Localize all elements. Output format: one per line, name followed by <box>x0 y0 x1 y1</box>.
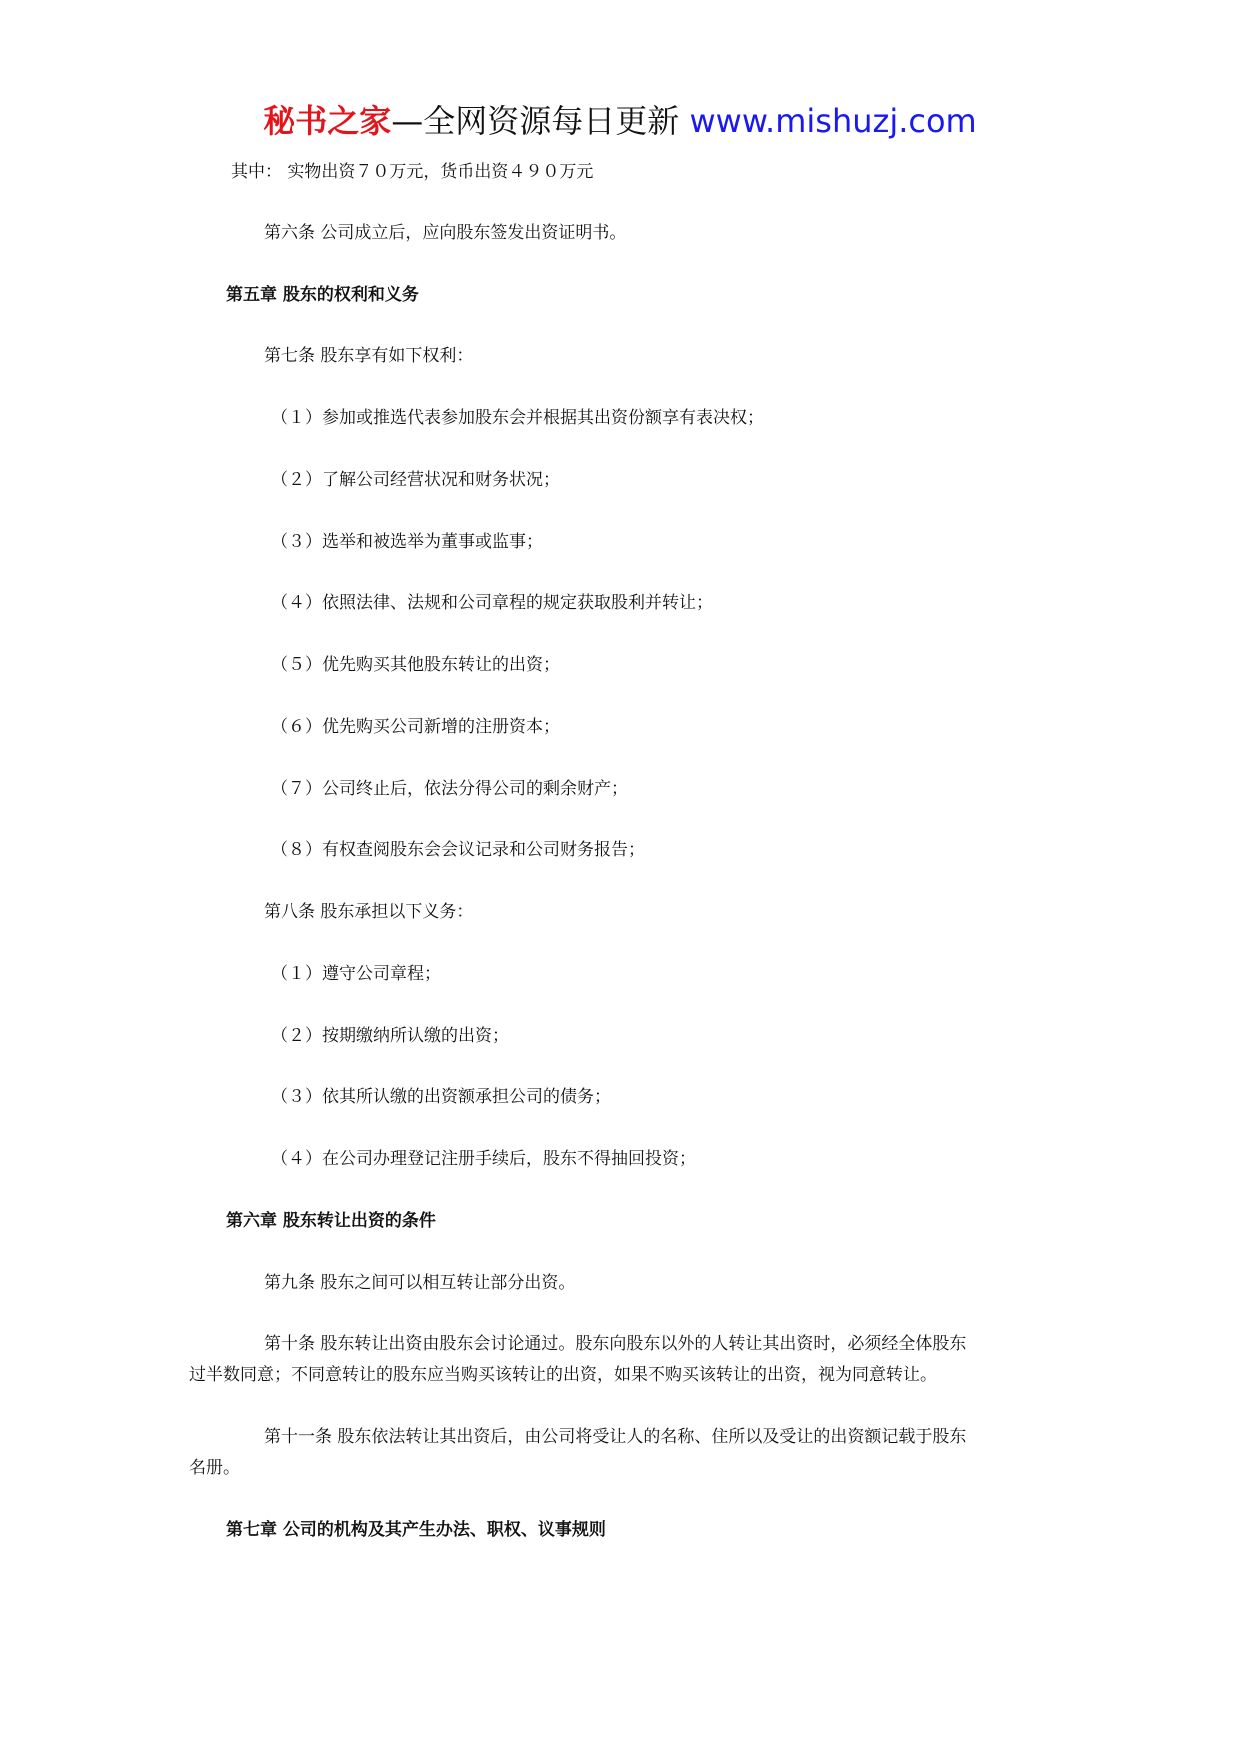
duties-item: （３）依其所认缴的出资额承担公司的债务； <box>271 1087 611 1107</box>
chapter-7-heading: 第七章 公司的机构及其产生办法、职权、议事规则 <box>226 1520 606 1540</box>
rights-item: （２）了解公司经营状况和财务状况； <box>271 470 560 490</box>
chapter-5-heading: 第五章 股东的权利和义务 <box>226 285 419 305</box>
article-9: 第九条 股东之间可以相互转让部分出资。 <box>264 1273 576 1293</box>
duties-item: （２）按期缴纳所认缴的出资； <box>271 1026 509 1046</box>
site-banner <box>0 101 1240 141</box>
rights-item: （７）公司终止后，依法分得公司的剩余财产； <box>271 779 628 799</box>
banner-tagline: —全网资源每日更新 <box>391 102 690 140</box>
article-6: 第六条 公司成立后，应向股东签发出资证明书。 <box>264 223 627 243</box>
banner-url[interactable]: www.mishuzj.com <box>689 102 977 140</box>
rights-item: （１）参加或推选代表参加股东会并根据其出资份额享有表决权； <box>271 408 764 428</box>
rights-item: （４）依照法律、法规和公司章程的规定获取股利并转让； <box>271 593 713 613</box>
duties-item: （１）遵守公司章程； <box>271 964 441 984</box>
banner-brand: 秘书之家 <box>263 102 392 140</box>
article-8: 第八条 股东承担以下义务： <box>264 902 474 922</box>
rights-item: （５）优先购买其他股东转让的出资； <box>271 655 560 675</box>
article-11-line-1: 第十一条 股东依法转让其出资后，由公司将受让人的名称、住所以及受让的出资额记载于股东 <box>264 1427 967 1447</box>
rights-item: （８）有权查阅股东会会议记录和公司财务报告； <box>271 840 645 860</box>
capital-contribution-line: 其中： 实物出资７０万元，货币出资４９０万元 <box>231 162 594 182</box>
article-11-line-2: 名册。 <box>189 1458 240 1478</box>
article-10-line-2: 过半数同意；不同意转让的股东应当购买该转让的出资，如果不购买该转让的出资，视为同意转让。 <box>189 1365 937 1385</box>
chapter-6-heading: 第六章 股东转让出资的条件 <box>226 1211 436 1231</box>
article-7: 第七条 股东享有如下权利： <box>264 346 474 366</box>
rights-item: （６）优先购买公司新增的注册资本； <box>271 717 560 737</box>
duties-item: （４）在公司办理登记注册手续后，股东不得抽回投资； <box>271 1149 696 1169</box>
article-10-line-1: 第十条 股东转让出资由股东会讨论通过。股东向股东以外的人转让其出资时，必须经全体股东 <box>264 1334 967 1354</box>
rights-item: （３）选举和被选举为董事或监事； <box>271 532 543 552</box>
